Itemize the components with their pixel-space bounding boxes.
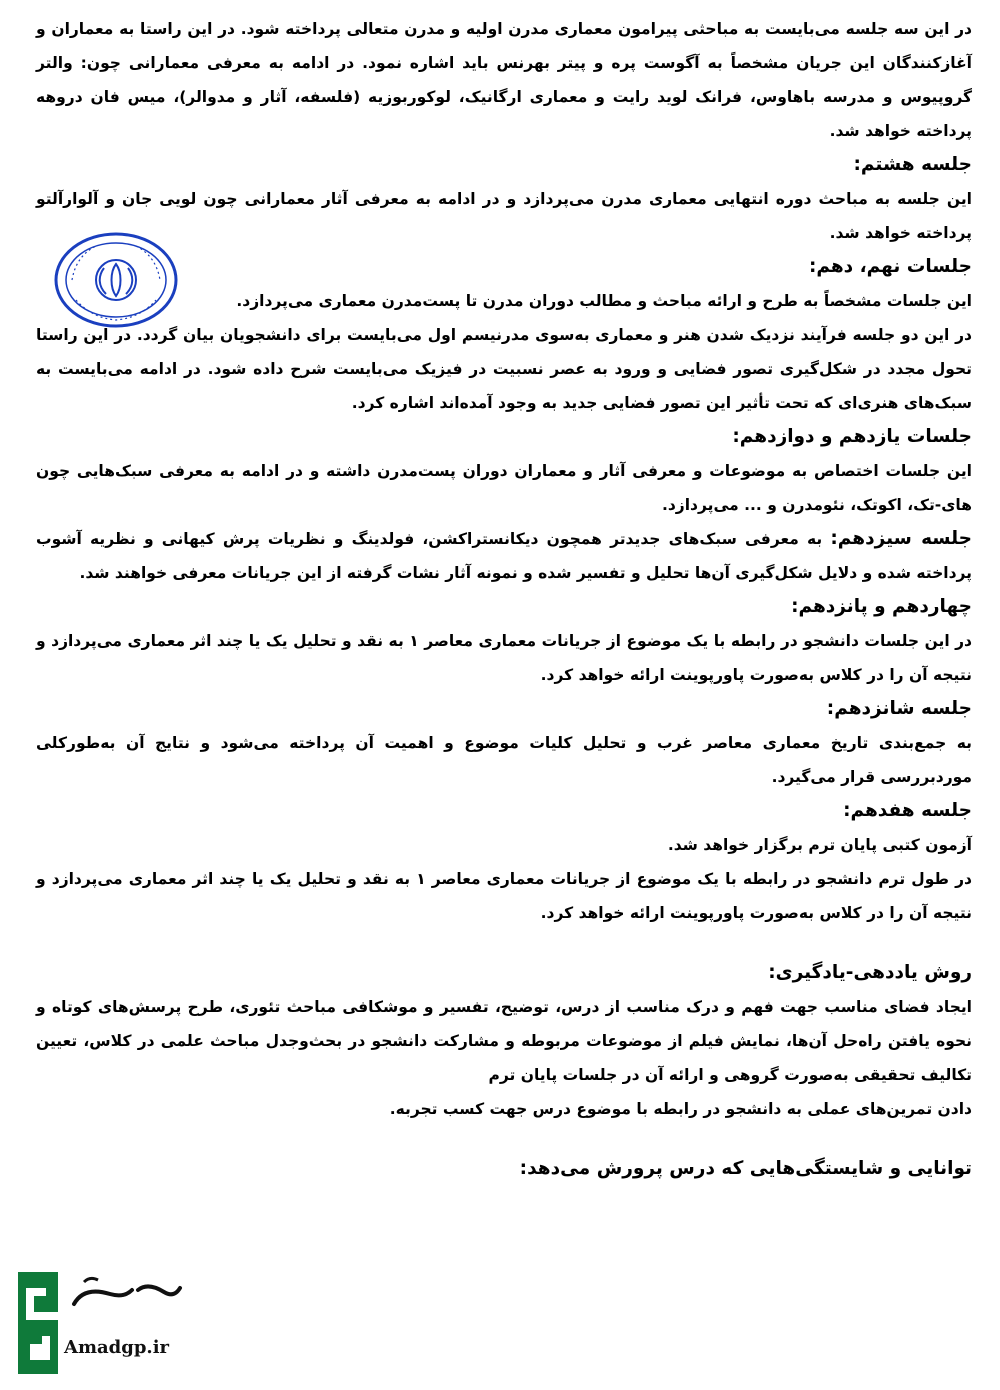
inline-heading: جلسه سیزدهم: bbox=[830, 528, 972, 549]
paragraph: این جلسات مشخصاً به طرح و ارائه مباحث و مطالب دوران مدرن تا پست‌مدرن معماری می‌پردازد. bbox=[236, 292, 972, 310]
section-heading: روش یاددهی-یادگیری: bbox=[768, 962, 972, 983]
section-heading: چهاردهم و پانزدهم: bbox=[791, 596, 972, 617]
paragraph: در این دو جلسه فرآیند نزدیک شدن هنر و معماری به‌سوی مدرنیسم اول می‌بایست برای دانشجویان بیان گردد. در این راستا تحول مجدد در شکل‌گیری تصور فضایی و ورود به عصر نسبیت در فیزیک می‌بایست شرح داده شود. در ادامه می‌بایست به سبک‌های هنری‌ای که تحت تأثیر این تصور فضایی جدید به وجود آمده‌اند اشاره کرد. bbox=[36, 326, 972, 412]
paragraph: آزمون کتبی پایان ترم برگزار خواهد شد. bbox=[667, 836, 972, 854]
section-heading: جلسه شانزدهم: bbox=[826, 698, 972, 719]
section-gap bbox=[36, 1126, 976, 1152]
section-heading: جلسه هشتم: bbox=[853, 154, 972, 175]
paragraph: به جمع‌بندی تاریخ معماری معاصر غرب و تحلیل کلیات موضوع و اهمیت آن پرداخته می‌شود و نتایج آن به‌طورکلی موردبررسی قرار می‌گیرد. bbox=[36, 734, 972, 786]
paragraph: دادن تمرین‌های عملی به دانشجو در رابطه با موضوع درس جهت کسب تجربه. bbox=[389, 1100, 972, 1118]
section-heading: توانایی و شایستگی‌هایی که درس پرورش می‌دهد: bbox=[519, 1158, 972, 1179]
paragraph: این جلسات اختصاص به موضوعات و معرفی آثار و معماران دوران پست‌مدرن داشته و در ادامه به معرفی سبک‌هایی چون های-تک، اکوتک، نئومدرن و ... می‌پردازد. bbox=[36, 462, 972, 514]
site-domain-text: Amadgp.ir bbox=[64, 1337, 170, 1358]
paragraph-text: به معرفی سبک‌های جدیدتر همچون دیکانستراکشن، فولدینگ و نظریات پرش کیهانی و نظریه آشوب پرداخته شده و دلایل شکل‌گیری آن‌ها تحلیل و تفسیر شده و نمونه آثار نشات گرفته از این جریانات معرفی خواهند شد. bbox=[36, 530, 972, 582]
section-heading: جلسات یازدهم و دوازدهم: bbox=[732, 426, 972, 447]
amad-logo-icon bbox=[14, 1268, 184, 1378]
official-seal-icon bbox=[52, 230, 180, 330]
paragraph: این جلسه به مباحث دوره انتهایی معماری مدرن می‌پردازد و در ادامه به معرفی آثار معمارانی چون لویی جان و آلوارآلتو پرداخته خواهد شد. bbox=[36, 190, 972, 242]
section-gap bbox=[36, 930, 976, 956]
document-body bbox=[36, 12, 976, 1186]
paragraph: در طول ترم دانشجو در رابطه با یک موضوع از جریانات معماری معاصر ۱ به نقد و تحلیل یک یا چند اثر معماری می‌پردازد و نتیجه آن را در کلاس به‌صورت پاورپوینت ارائه خواهد کرد. bbox=[36, 870, 973, 922]
paragraph bbox=[36, 522, 976, 590]
paragraph: در این جلسات دانشجو در رابطه با یک موضوع از جریانات معماری معاصر ۱ به نقد و تحلیل یک یا چند اثر معماری می‌پردازد و نتیجه آن را در کلاس به‌صورت پاورپوینت ارائه خواهد کرد. bbox=[36, 632, 972, 684]
paragraph: ایجاد فضای مناسب جهت فهم و درک مناسب از درس، توضیح، تفسیر و موشکافی مباحث تئوری، طرح پرسش‌های کوتاه و نحوه یافتن راه‌حل آن‌ها، نمایش فیلم از موضوعات مربوطه و مشارکت دانشجو در بحث‌وجدل مباحث علمی در کلاس، تعیین تکالیف تحقیقی به‌صورت گروهی و ارائه آن در جلسات پایان ترم bbox=[36, 998, 972, 1084]
section-heading: جلسات نهم، دهم: bbox=[808, 256, 972, 277]
paragraph: در این سه جلسه می‌بایست به مباحثی پیرامون معماری مدرن اولیه و مدرن متعالی پرداخته شود. در این راستا به معماران و آغازکنندگان این جریان مشخصاً به آگوست پره و پیتر بهرنس باید اشاره نمود. در ادامه به معرفی معمارانی چون: والتر گروپیوس و مدرسه باهاوس، فرانک لوید رایت و معماری ارگانیک، لوکوربوزیه (فلسفه، آثار و مدوالر)، میس فان دروهه پرداخته خواهد شد. bbox=[36, 20, 972, 140]
section-heading: جلسه هفدهم: bbox=[843, 800, 972, 821]
